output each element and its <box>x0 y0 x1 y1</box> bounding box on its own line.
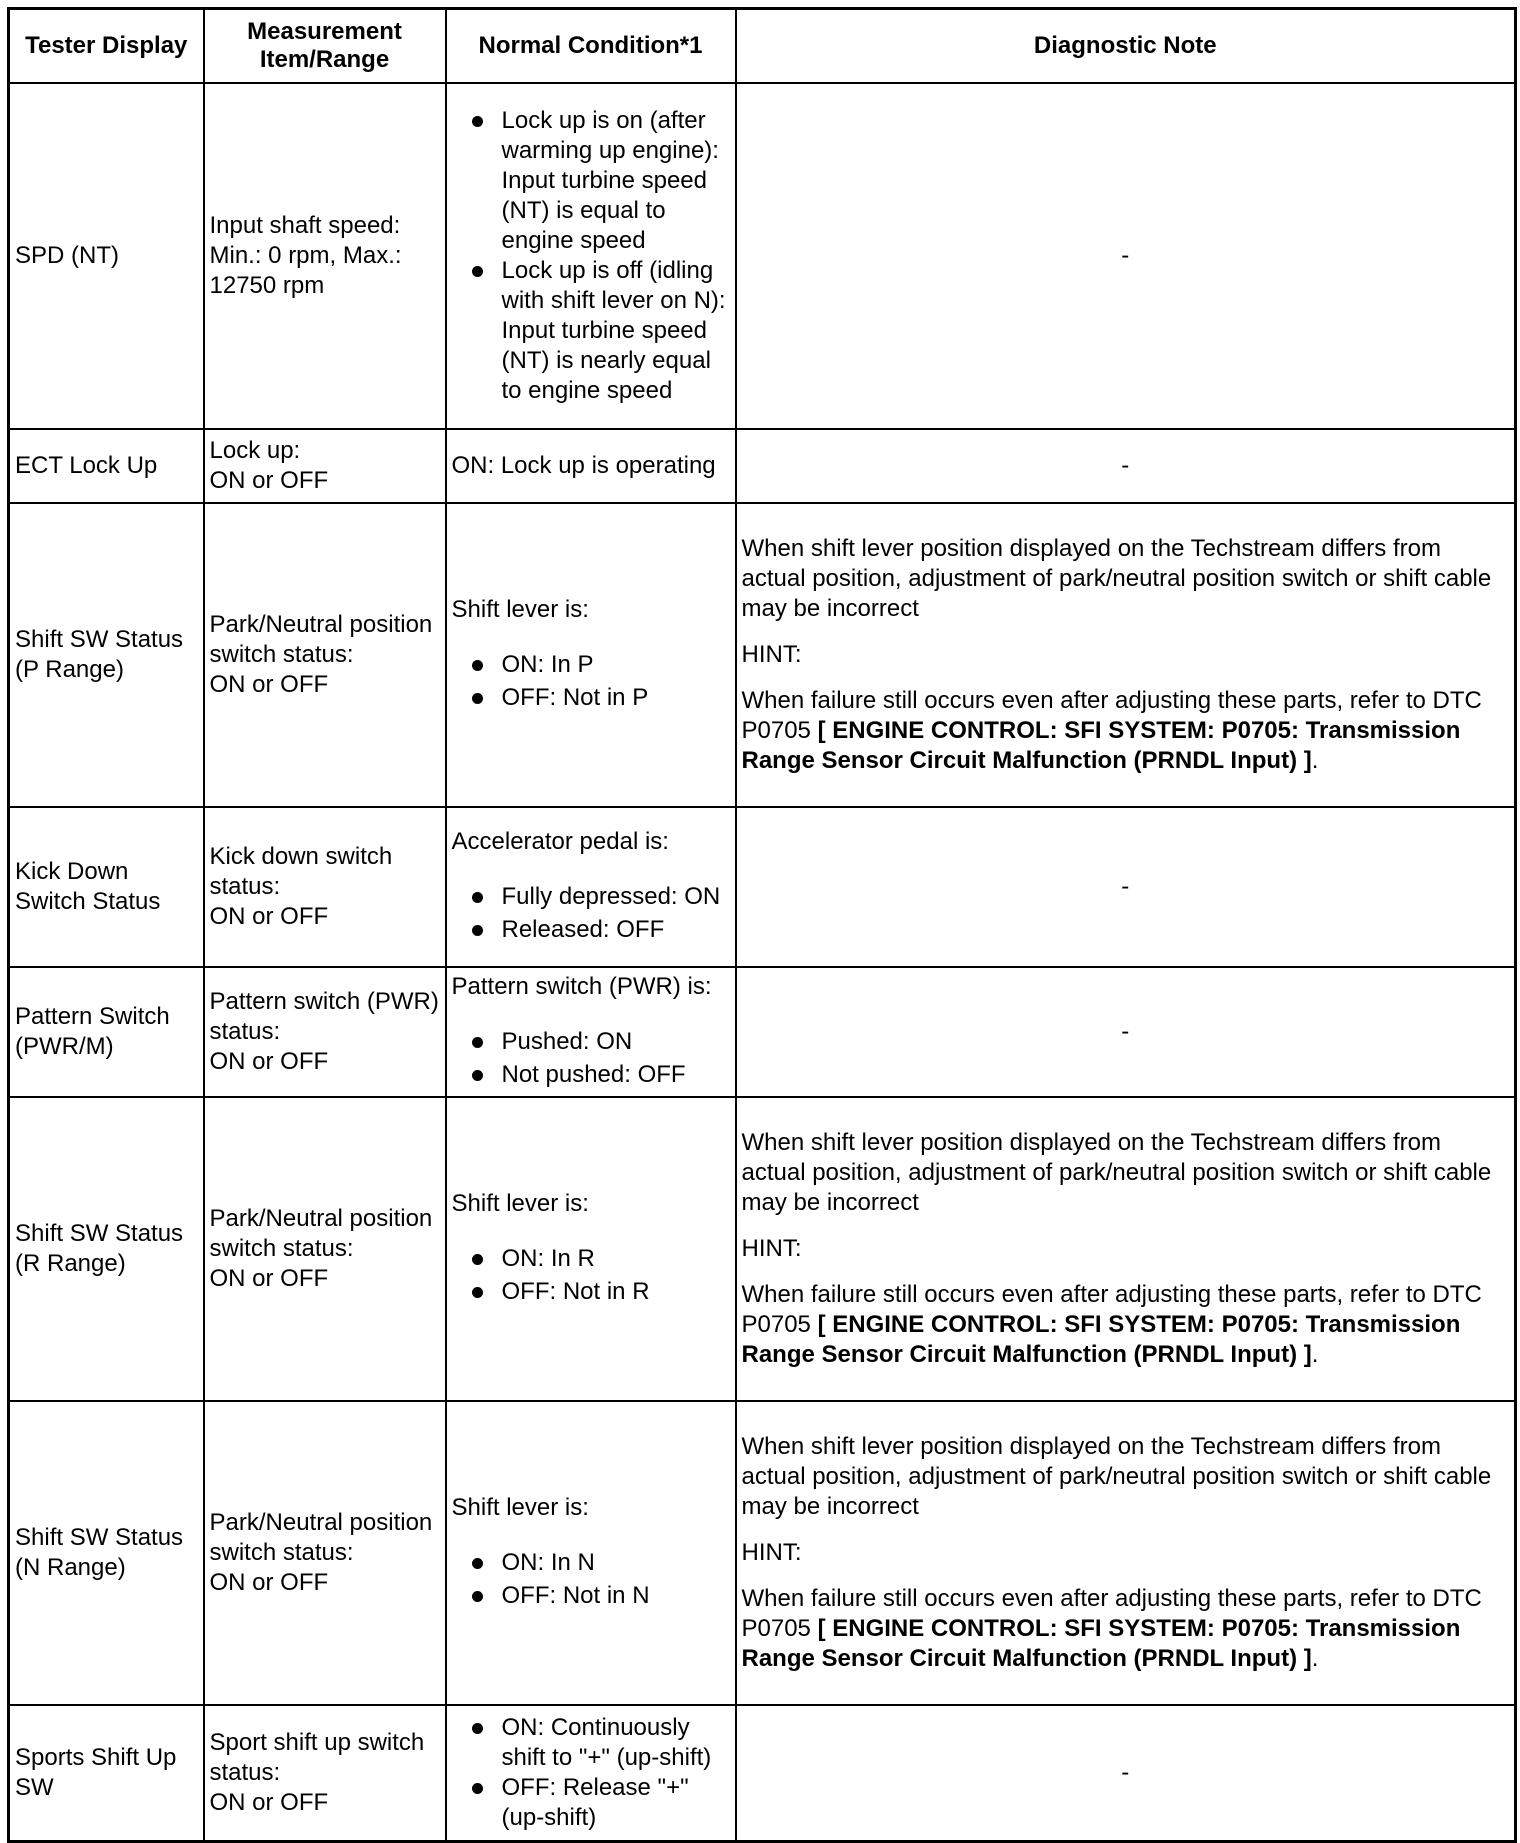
tester-display-cell: Shift SW Status (R Range) <box>9 1097 204 1401</box>
condition-lead: Accelerator pedal is: <box>451 827 669 855</box>
measurement-line: Park/Neutral position switch status: <box>209 1509 433 1566</box>
failure-text: When failure still occurs even after adjusting these parts, refer to DTC P0705 <box>741 1281 1482 1338</box>
failure-note <box>742 686 1510 776</box>
diagnostic-note-cell: - <box>736 429 1516 503</box>
diagnostic-note-cell: - <box>736 83 1516 429</box>
table-row <box>9 1097 1516 1401</box>
failure-period: . <box>1311 1645 1319 1672</box>
condition-item: ON: In R <box>452 1244 730 1274</box>
dtc-reference-link[interactable]: [ ENGINE CONTROL: SFI SYSTEM: P0705: Transmission Range Sensor Circuit Malfunction (PRNDL Input) ] <box>741 717 1461 774</box>
condition-item: OFF: Release "+" (up-shift) <box>452 1773 730 1833</box>
normal-condition-cell <box>446 503 736 807</box>
measurement-line: Sport shift up switch status: <box>209 1728 425 1786</box>
tester-display-cell: Pattern Switch (PWR/M) <box>9 967 204 1097</box>
table-row <box>9 429 1516 503</box>
shift-note: When shift lever position displayed on the Techstream differs from actual position, adjustment of park/neutral position switch or shift cable may be incorrect <box>741 535 1492 622</box>
condition-lead: Shift lever is: <box>451 1189 589 1217</box>
measurement-line: ON or OFF <box>209 1569 329 1596</box>
measurement-line: Pattern switch (PWR) status: <box>209 988 439 1045</box>
condition-lead: Shift lever is: <box>451 595 589 623</box>
failure-note <box>742 1280 1510 1370</box>
failure-period: . <box>1311 747 1319 774</box>
header-diagnostic-note: Diagnostic Note <box>736 9 1516 84</box>
measurement-line: Kick down switch status: <box>209 843 393 900</box>
condition-lead: Pattern switch (PWR) is: <box>451 972 712 1000</box>
failure-text: When failure still occurs even after adjusting these parts, refer to DTC P0705 <box>741 1585 1482 1642</box>
table-row <box>9 1705 1516 1841</box>
condition-item: Released: OFF <box>452 915 730 945</box>
normal-condition-cell <box>446 1705 736 1841</box>
hint-label: HINT: <box>741 1539 802 1566</box>
condition-item: Lock up is on (after warming up engine): Input turbine speed (NT) is equal to engine speed <box>452 106 730 256</box>
tester-display-cell: Sports Shift Up SW <box>9 1705 204 1841</box>
failure-text: When failure still occurs even after adjusting these parts, refer to DTC P0705 <box>741 687 1482 744</box>
condition-item: Fully depressed: ON <box>452 882 730 912</box>
measurement-line: Park/Neutral position switch status: <box>209 1205 433 1262</box>
normal-condition-cell <box>446 1097 736 1401</box>
hint-label: HINT: <box>741 641 802 668</box>
condition-item: OFF: Not in N <box>452 1581 730 1611</box>
diagnostic-note-cell: - <box>736 1705 1516 1841</box>
table-row <box>9 807 1516 967</box>
tester-display-cell: Shift SW Status (P Range) <box>9 503 204 807</box>
table-row <box>9 967 1516 1097</box>
dtc-reference-link[interactable]: [ ENGINE CONTROL: SFI SYSTEM: P0705: Transmission Range Sensor Circuit Malfunction (PRNDL Input) ] <box>741 1311 1461 1368</box>
diagnostic-note-cell: - <box>736 967 1516 1097</box>
condition-item: Lock up is off (idling with shift lever on N): Input turbine speed (NT) is nearly equal to engine speed <box>452 256 730 406</box>
normal-condition-cell <box>446 83 736 429</box>
failure-period: . <box>1311 1341 1319 1368</box>
condition-item: OFF: Not in P <box>452 683 730 713</box>
normal-condition-cell <box>446 807 736 967</box>
header-measurement: Measurement Item/Range <box>204 9 446 84</box>
measurement-cell <box>204 807 446 967</box>
condition-item: ON: In P <box>452 650 730 680</box>
measurement-line: ON or OFF <box>209 903 329 930</box>
table-row <box>9 83 1516 429</box>
tester-display-cell: Kick Down Switch Status <box>9 807 204 967</box>
header-tester-display: Tester Display <box>9 9 204 84</box>
normal-condition-cell <box>446 967 736 1097</box>
failure-note <box>742 1584 1510 1674</box>
measurement-cell <box>204 1705 446 1841</box>
normal-condition-cell <box>446 1401 736 1705</box>
table-row <box>9 503 1516 807</box>
condition-item: OFF: Not in R <box>452 1277 730 1307</box>
condition-lead: Shift lever is: <box>451 1493 589 1521</box>
condition-item: ON: Continuously shift to "+" (up-shift) <box>452 1713 730 1773</box>
condition-item: Not pushed: OFF <box>452 1060 730 1090</box>
measurement-line: ON or OFF <box>209 1048 329 1075</box>
measurement-line: ON or OFF <box>209 1788 329 1816</box>
measurement-cell <box>204 503 446 807</box>
diagnostic-note-cell <box>736 1097 1516 1401</box>
normal-condition-cell: ON: Lock up is operating <box>446 429 736 503</box>
diagnostic-note-cell: - <box>736 807 1516 967</box>
condition-item: Pushed: ON <box>452 1027 730 1057</box>
measurement-cell <box>204 967 446 1097</box>
dtc-reference-link[interactable]: [ ENGINE CONTROL: SFI SYSTEM: P0705: Transmission Range Sensor Circuit Malfunction (PRNDL Input) ] <box>741 1615 1461 1672</box>
measurement-line: ON or OFF <box>209 671 329 698</box>
shift-note: When shift lever position displayed on the Techstream differs from actual position, adjustment of park/neutral position switch or shift cable may be incorrect <box>741 1433 1492 1520</box>
tester-display-cell: SPD (NT) <box>9 83 204 429</box>
measurement-line: ON or OFF <box>209 1265 329 1292</box>
diagnostic-note-cell <box>736 1401 1516 1705</box>
measurement-cell <box>204 1097 446 1401</box>
header-normal-condition: Normal Condition*1 <box>446 9 736 84</box>
measurement-cell: Input shaft speed: Min.: 0 rpm, Max.: 12750 rpm <box>204 83 446 429</box>
measurement-line: Lock up: <box>209 437 301 464</box>
table-row <box>9 1401 1516 1705</box>
condition-item: ON: In N <box>452 1548 730 1578</box>
tester-display-cell: Shift SW Status (N Range) <box>9 1401 204 1705</box>
tester-display-cell: ECT Lock Up <box>9 429 204 503</box>
measurement-line: Park/Neutral position switch status: <box>209 611 433 668</box>
data-list-table <box>7 7 1517 1843</box>
measurement-cell <box>204 429 446 503</box>
diagnostic-note-cell <box>736 503 1516 807</box>
hint-label: HINT: <box>741 1235 802 1262</box>
shift-note: When shift lever position displayed on the Techstream differs from actual position, adjustment of park/neutral position switch or shift cable may be incorrect <box>741 1129 1492 1216</box>
measurement-line: ON or OFF <box>209 467 329 494</box>
measurement-cell <box>204 1401 446 1705</box>
header-row <box>9 9 1516 84</box>
